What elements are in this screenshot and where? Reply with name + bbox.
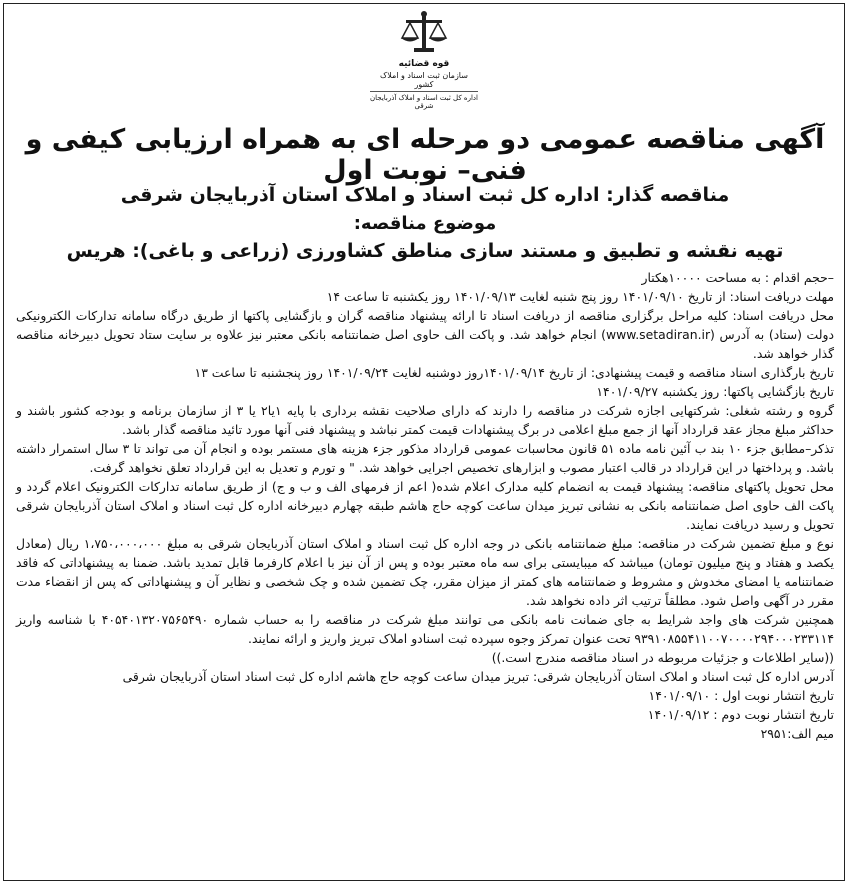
logo-line-organization: سازمان ثبت اسناد و املاک کشور	[380, 71, 468, 89]
paragraph-address: آدرس اداره کل ثبت اسناد و املاک استان آذربایجان شرقی: تبریز میدان ساعت کوچه حاج هاشم اداره کل ثبت اسناد استان آذربایجان شرقی	[122, 669, 834, 684]
paragraph-note: تذکر–مطابق جزء ۱۰ بند ب آئین نامه ماده ۵۱ قانون محاسبات عمومی قرارداد مذکور جزء هزینه های مستمر بوده و انجام آن می تواند تا ۳ سال استمرار داشته باشد. و پرداختها در این قرارداد در قالب اعتبار مصوب و ابزارهای تخصیص اجرایی خواهد شد. " و تورم و تعدیل به این قرارداد تعلق نخواهد گرفت.	[16, 441, 834, 475]
paragraph-volume: –حجم اقدام : به مساحت ۱۰۰۰۰هکتار	[641, 270, 834, 285]
paragraph-opening-date: تاریخ بازگشایی پاکتها: روز یکشنبه ۱۴۰۱/۰۹/۲۷	[596, 384, 834, 399]
paragraph-eligibility: گروه و رشته شغلی: شرکتهایی اجازه شرکت در مناقصه را دارند که دارای صلاحیت نقشه برداری با پایه ۱یا۲ یا ۳ از سازمان برنامه و بودجه کشور باشند و حداکثر مبلغ مجاز عقد قرارداد آنها از جمع مبلغ اعلامی در برگ پیشنهادات قیمت کمتر نباشد و پیشنهاد فنی آنها مورد تائید مناقصه گذار باشد.	[16, 403, 834, 437]
judiciary-logo	[370, 10, 478, 114]
paragraph-guarantee: نوع و مبلغ تضمین شرکت در مناقصه: مبلغ ضمانتنامه بانکی در وجه اداره کل ثبت اسناد و املاک استان آذربایجان شرقی به مبلغ ۱،۷۵۰،۰۰۰،۰۰۰ ریال (معادل یکصد و هفتاد و پنج میلیون تومان) میباشد که میبایستی برای سه ماه معتبر بوده و پس از آن نیز با اعلام کارفرما قابل تمدید باشد. ضمنا به پیشنهاداتی که فاقد ضمانتنامه یا امضای مخدوش و مشروط و ضمانتنامه های کمتر از میزان مقرر، چک تضمین شده و چک شخصی و نظایر آن و پیشنهاداتی که پس از انقضاء مدت مقرر در آگهی واصل شود. مطلقاً ترتیب اثر داده نخواهد شد.	[16, 536, 834, 608]
paragraph-document-deadline: مهلت دریافت اسناد: از تاریخ ۱۴۰۱/۰۹/۱۰ روز پنج شنبه لغایت ۱۴۰۱/۰۹/۱۳ روز یکشنبه تا ساعت ۱۴	[326, 289, 834, 304]
paragraph-more-info: ((سایر اطلاعات و جزئیات مربوطه در اسناد مناقصه مندرج است.))	[491, 650, 834, 665]
logo-line-judiciary: قوه قضائیه	[398, 59, 450, 69]
tender-subject: تهیه نقشه و تطبیق و مستند سازی مناطق کشاورزی (زراعی و باغی): هریس	[66, 240, 784, 262]
notice-body	[16, 268, 834, 743]
paragraph-reference: میم الف:۲۹۵۱	[760, 726, 834, 741]
logo-line-department: اداره کل ثبت اسناد و املاک آذربایجان شرقی	[370, 91, 478, 110]
subject-label: موضوع مناقصه:	[353, 213, 497, 234]
paragraph-document-location: محل دریافت اسناد: کلیه مراحل برگزاری مناقصه از دریافت اسناد تا ارائه پیشنهاد مناقصه گران و بازگشایی پاکتها از طریق درگاه سامانه تدارکات الکترونیکی دولت (ستاد) به آدرس (www.setadiran.ir) انجام خواهد شد. و پاکت الف حاوی اصل ضمانتنامه بانکی معتبر نیز علاوه بر سایت ستاد تحویل دبیرخانه مناقصه گذار خواهد شد.	[16, 308, 834, 361]
paragraph-first-publish: تاریخ انتشار نوبت اول : ۱۴۰۱/۰۹/۱۰	[648, 688, 834, 703]
scales-emblem-icon	[398, 10, 450, 58]
paragraph-second-publish: تاریخ انتشار نوبت دوم : ۱۴۰۱/۰۹/۱۲	[647, 707, 834, 722]
tender-owner: مناقصه گذار: اداره کل ثبت اسناد و املاک استان آذربایجان شرقی	[120, 184, 730, 206]
paragraph-deposit: همچنین شرکت های واجد شرایط به جای ضمانت نامه بانکی می توانند مبلغ شرکت در مناقصه را به حساب شماره ۴۰۵۴۰۱۳۲۰۷۵۶۵۴۹۰ با شناسه واریز ۹۳۹۱۰۸۵۵۴۱۱۰۰۷۰۰۰۰۲۹۴۰۰۰۲۳۳۱۱۴ تحت عنوان تمرکز وجوه سپرده ثبت اسنادو املاک تبریز واریز و ارائه نمایند.	[16, 612, 834, 646]
notice-title: آگهی مناقصه عمومی دو مرحله ای به همراه ارزیابی کیفی و فنی– نوبت اول	[25, 124, 825, 186]
paragraph-upload-dates: تاریخ بارگذاری اسناد مناقصه و قیمت پیشنهادی: از تاریخ ۱۴۰۱/۰۹/۱۴روز دوشنبه لغایت ۱۴۰۱/۰۹/۲۴ روز پنجشنبه تا ساعت ۱۳	[194, 365, 834, 380]
paragraph-delivery: محل تحویل پاکتهای مناقصه: پیشنهاد قیمت به انضمام کلیه مدارک اعلام شده( اعم از فرمهای الف و ب و ج) از طریق سامانه تدارکات الکترونیک اعلام گردد و پاکت الف حاوی اصل ضمانتنامه بانکی به نشانی تبریز میدان ساعت کوچه حاج هاشم طبقه چهارم دبیرخانه اداره کل ثبت اسناد و املاک استان آذربایجان شرقی تحویل و رسید دریافت نمایند.	[16, 479, 834, 532]
